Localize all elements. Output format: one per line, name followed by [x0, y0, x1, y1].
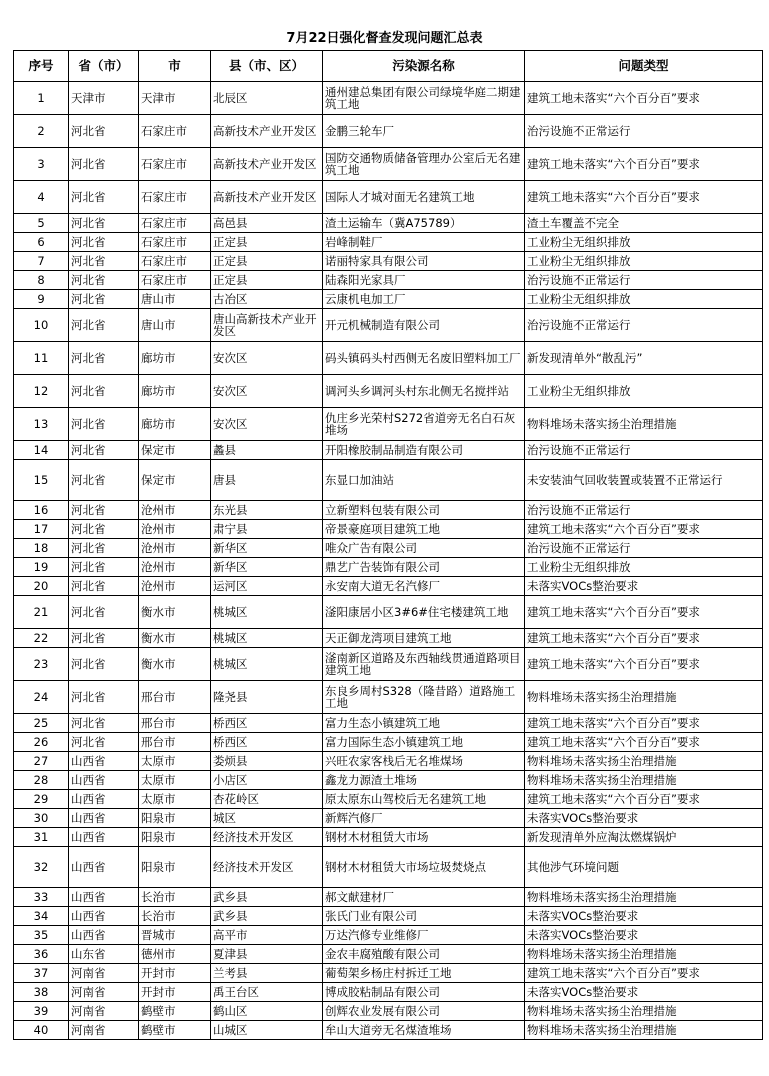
cell-issue: 建筑工地未落实“六个百分百”要求 [525, 964, 763, 983]
cell-province: 山西省 [69, 907, 139, 926]
cell-city: 阳泉市 [139, 828, 211, 847]
cell-issue: 物料堆场未落实扬尘治理措施 [525, 1021, 763, 1040]
cell-no: 34 [14, 907, 69, 926]
cell-province: 河北省 [69, 520, 139, 539]
cell-no: 11 [14, 342, 69, 375]
cell-no: 9 [14, 290, 69, 309]
cell-no: 30 [14, 809, 69, 828]
table-row [14, 290, 763, 309]
table-row [14, 82, 763, 115]
cell-city: 沧州市 [139, 501, 211, 520]
cell-county: 新华区 [211, 539, 323, 558]
table-row [14, 181, 763, 214]
cell-city: 邢台市 [139, 733, 211, 752]
cell-issue: 物料堆场未落实扬尘治理措施 [525, 771, 763, 790]
cell-city: 石家庄市 [139, 148, 211, 181]
cell-city: 石家庄市 [139, 233, 211, 252]
cell-province: 山西省 [69, 888, 139, 907]
table-row [14, 115, 763, 148]
cell-city: 廊坊市 [139, 375, 211, 408]
cell-source: 通州建总集团有限公司绿境华庭二期建筑工地 [323, 82, 525, 115]
cell-city: 沧州市 [139, 558, 211, 577]
cell-issue: 治污设施不正常运行 [525, 441, 763, 460]
cell-source: 博成胶粘制品有限公司 [323, 983, 525, 1002]
cell-issue: 新发现清单外应淘汰燃煤锅炉 [525, 828, 763, 847]
cell-county: 高新技术产业开发区 [211, 148, 323, 181]
cell-city: 沧州市 [139, 520, 211, 539]
cell-no: 24 [14, 681, 69, 714]
cell-city: 唐山市 [139, 290, 211, 309]
table-row [14, 460, 763, 501]
cell-issue: 工业粉尘无组织排放 [525, 290, 763, 309]
cell-no: 27 [14, 752, 69, 771]
cell-no: 14 [14, 441, 69, 460]
cell-no: 7 [14, 252, 69, 271]
table-row [14, 520, 763, 539]
cell-province: 河北省 [69, 342, 139, 375]
table-row [14, 271, 763, 290]
cell-city: 廊坊市 [139, 342, 211, 375]
cell-province: 山西省 [69, 847, 139, 888]
cell-no: 37 [14, 964, 69, 983]
cell-province: 山西省 [69, 828, 139, 847]
table-row [14, 1021, 763, 1040]
cell-issue: 治污设施不正常运行 [525, 501, 763, 520]
cell-issue: 建筑工地未落实“六个百分百”要求 [525, 520, 763, 539]
cell-province: 河北省 [69, 408, 139, 441]
table-header-row [14, 51, 763, 82]
cell-source: 张氏门业有限公司 [323, 907, 525, 926]
table-row [14, 926, 763, 945]
cell-no: 5 [14, 214, 69, 233]
cell-issue: 建筑工地未落实“六个百分百”要求 [525, 148, 763, 181]
cell-province: 天津市 [69, 82, 139, 115]
column-header-county: 县（市、区） [211, 51, 323, 82]
table-row [14, 847, 763, 888]
table-row [14, 733, 763, 752]
cell-city: 衡水市 [139, 648, 211, 681]
cell-source: 金农丰腐殖酸有限公司 [323, 945, 525, 964]
cell-issue: 建筑工地未落实“六个百分百”要求 [525, 790, 763, 809]
cell-county: 唐县 [211, 460, 323, 501]
cell-no: 3 [14, 148, 69, 181]
cell-city: 鹤壁市 [139, 1021, 211, 1040]
table-row [14, 1002, 763, 1021]
table-row [14, 501, 763, 520]
table-row [14, 148, 763, 181]
cell-city: 石家庄市 [139, 214, 211, 233]
cell-source: 滏阳康居小区3#6#住宅楼建筑工地 [323, 596, 525, 629]
cell-county: 运河区 [211, 577, 323, 596]
table-row [14, 828, 763, 847]
cell-source: 诺丽特家具有限公司 [323, 252, 525, 271]
cell-no: 10 [14, 309, 69, 342]
cell-no: 29 [14, 790, 69, 809]
cell-county: 东光县 [211, 501, 323, 520]
cell-source: 金鹏三轮车厂 [323, 115, 525, 148]
table-row [14, 342, 763, 375]
column-header-province: 省（市） [69, 51, 139, 82]
cell-no: 17 [14, 520, 69, 539]
cell-county: 桃城区 [211, 648, 323, 681]
cell-source: 唯众广告有限公司 [323, 539, 525, 558]
cell-county: 高邑县 [211, 214, 323, 233]
page-title: 7月22日强化督查发现问题汇总表 [286, 31, 483, 46]
cell-province: 河北省 [69, 648, 139, 681]
cell-issue: 新发现清单外“散乱污” [525, 342, 763, 375]
cell-source: 钢材木材租赁大市场垃圾焚烧点 [323, 847, 525, 888]
cell-county: 肃宁县 [211, 520, 323, 539]
cell-issue: 未安装油气回收装置或装置不正常运行 [525, 460, 763, 501]
table-row [14, 309, 763, 342]
cell-issue: 建筑工地未落实“六个百分百”要求 [525, 596, 763, 629]
table-body [14, 82, 763, 1040]
cell-issue: 渣土车覆盖不完全 [525, 214, 763, 233]
column-header-issue: 问题类型 [525, 51, 763, 82]
column-header-city: 市 [139, 51, 211, 82]
cell-county: 桃城区 [211, 596, 323, 629]
cell-province: 山西省 [69, 752, 139, 771]
cell-province: 河北省 [69, 181, 139, 214]
cell-county: 禹王台区 [211, 983, 323, 1002]
cell-city: 鹤壁市 [139, 1002, 211, 1021]
cell-no: 13 [14, 408, 69, 441]
cell-county: 武乡县 [211, 907, 323, 926]
cell-no: 32 [14, 847, 69, 888]
cell-county: 唐山高新技术产业开发区 [211, 309, 323, 342]
cell-province: 河北省 [69, 375, 139, 408]
cell-source: 岩峰制鞋厂 [323, 233, 525, 252]
cell-city: 保定市 [139, 460, 211, 501]
table-row [14, 408, 763, 441]
cell-county: 高新技术产业开发区 [211, 115, 323, 148]
table-row [14, 681, 763, 714]
cell-no: 35 [14, 926, 69, 945]
cell-county: 古冶区 [211, 290, 323, 309]
cell-province: 河南省 [69, 983, 139, 1002]
cell-no: 12 [14, 375, 69, 408]
cell-issue: 建筑工地未落实“六个百分百”要求 [525, 648, 763, 681]
cell-city: 沧州市 [139, 577, 211, 596]
issue-summary-table [13, 50, 763, 1040]
cell-no: 31 [14, 828, 69, 847]
cell-no: 1 [14, 82, 69, 115]
table-row [14, 539, 763, 558]
cell-source: 国防交通物质储备管理办公室后无名建筑工地 [323, 148, 525, 181]
cell-source: 永安南大道无名汽修厂 [323, 577, 525, 596]
cell-province: 山西省 [69, 809, 139, 828]
table-row [14, 907, 763, 926]
cell-no: 40 [14, 1021, 69, 1040]
cell-city: 衡水市 [139, 629, 211, 648]
cell-city: 石家庄市 [139, 252, 211, 271]
cell-source: 郝文献建材厂 [323, 888, 525, 907]
cell-issue: 建筑工地未落实“六个百分百”要求 [525, 733, 763, 752]
cell-issue: 未落实VOCs整治要求 [525, 926, 763, 945]
table-row [14, 214, 763, 233]
cell-no: 39 [14, 1002, 69, 1021]
cell-issue: 工业粉尘无组织排放 [525, 558, 763, 577]
cell-city: 邢台市 [139, 681, 211, 714]
cell-county: 蠡县 [211, 441, 323, 460]
cell-city: 沧州市 [139, 539, 211, 558]
cell-source: 新辉汽修厂 [323, 809, 525, 828]
cell-county: 经济技术开发区 [211, 828, 323, 847]
cell-city: 廊坊市 [139, 408, 211, 441]
cell-issue: 治污设施不正常运行 [525, 115, 763, 148]
cell-source: 码头镇码头村西侧无名废旧塑料加工厂 [323, 342, 525, 375]
table-row [14, 596, 763, 629]
table-row [14, 888, 763, 907]
cell-province: 河北省 [69, 290, 139, 309]
cell-city: 开封市 [139, 983, 211, 1002]
table-row [14, 945, 763, 964]
cell-county: 鹤山区 [211, 1002, 323, 1021]
cell-issue: 物料堆场未落实扬尘治理措施 [525, 681, 763, 714]
cell-province: 河北省 [69, 148, 139, 181]
cell-issue: 物料堆场未落实扬尘治理措施 [525, 752, 763, 771]
cell-province: 河南省 [69, 1002, 139, 1021]
cell-city: 长治市 [139, 888, 211, 907]
cell-issue: 物料堆场未落实扬尘治理措施 [525, 1002, 763, 1021]
cell-county: 高平市 [211, 926, 323, 945]
cell-source: 牟山大道旁无名煤渣堆场 [323, 1021, 525, 1040]
cell-no: 38 [14, 983, 69, 1002]
cell-province: 山西省 [69, 790, 139, 809]
table-row [14, 252, 763, 271]
cell-source: 钢材木材租赁大市场 [323, 828, 525, 847]
cell-source: 鑫龙力源渣土堆场 [323, 771, 525, 790]
cell-city: 石家庄市 [139, 181, 211, 214]
column-header-source: 污染源名称 [323, 51, 525, 82]
cell-source: 富力国际生态小镇建筑工地 [323, 733, 525, 752]
cell-issue: 建筑工地未落实“六个百分百”要求 [525, 181, 763, 214]
cell-province: 河北省 [69, 629, 139, 648]
cell-county: 安次区 [211, 342, 323, 375]
table-row [14, 577, 763, 596]
cell-no: 6 [14, 233, 69, 252]
cell-province: 河南省 [69, 1021, 139, 1040]
cell-no: 28 [14, 771, 69, 790]
cell-source: 开阳橡胶制品制造有限公司 [323, 441, 525, 460]
table-row [14, 964, 763, 983]
cell-county: 桃城区 [211, 629, 323, 648]
cell-issue: 建筑工地未落实“六个百分百”要求 [525, 714, 763, 733]
cell-issue: 未落实VOCs整治要求 [525, 907, 763, 926]
cell-issue: 未落实VOCs整治要求 [525, 983, 763, 1002]
cell-province: 河南省 [69, 964, 139, 983]
cell-province: 河北省 [69, 441, 139, 460]
table-row [14, 375, 763, 408]
cell-province: 河北省 [69, 681, 139, 714]
cell-city: 太原市 [139, 771, 211, 790]
cell-issue: 物料堆场未落实扬尘治理措施 [525, 408, 763, 441]
cell-source: 开元机械制造有限公司 [323, 309, 525, 342]
cell-issue: 工业粉尘无组织排放 [525, 233, 763, 252]
cell-province: 河北省 [69, 309, 139, 342]
cell-no: 2 [14, 115, 69, 148]
cell-issue: 未落实VOCs整治要求 [525, 809, 763, 828]
table-row [14, 629, 763, 648]
cell-source: 陆森阳光家具厂 [323, 271, 525, 290]
cell-province: 河北省 [69, 214, 139, 233]
cell-no: 22 [14, 629, 69, 648]
cell-city: 石家庄市 [139, 115, 211, 148]
cell-no: 33 [14, 888, 69, 907]
table-row [14, 648, 763, 681]
table-row [14, 441, 763, 460]
cell-source: 鼎艺广告装饰有限公司 [323, 558, 525, 577]
cell-province: 河北省 [69, 115, 139, 148]
cell-county: 正定县 [211, 233, 323, 252]
cell-province: 河北省 [69, 596, 139, 629]
cell-no: 15 [14, 460, 69, 501]
cell-province: 河北省 [69, 714, 139, 733]
cell-province: 河北省 [69, 252, 139, 271]
cell-no: 20 [14, 577, 69, 596]
cell-no: 18 [14, 539, 69, 558]
cell-no: 4 [14, 181, 69, 214]
cell-source: 滏南新区道路及东西轴线贯通道路项目建筑工地 [323, 648, 525, 681]
cell-county: 娄烦县 [211, 752, 323, 771]
cell-city: 太原市 [139, 790, 211, 809]
cell-issue: 物料堆场未落实扬尘治理措施 [525, 888, 763, 907]
cell-source: 创辉农业发展有限公司 [323, 1002, 525, 1021]
cell-issue: 未落实VOCs整治要求 [525, 577, 763, 596]
cell-no: 19 [14, 558, 69, 577]
cell-source: 仇庄乡光荣村S272省道旁无名白石灰堆场 [323, 408, 525, 441]
cell-county: 山城区 [211, 1021, 323, 1040]
cell-city: 唐山市 [139, 309, 211, 342]
cell-source: 兴旺农家客栈后无名堆煤场 [323, 752, 525, 771]
cell-issue: 治污设施不正常运行 [525, 271, 763, 290]
cell-no: 36 [14, 945, 69, 964]
cell-city: 石家庄市 [139, 271, 211, 290]
cell-source: 原太原东山驾校后无名建筑工地 [323, 790, 525, 809]
cell-source: 万达汽修专业维修厂 [323, 926, 525, 945]
cell-province: 河北省 [69, 271, 139, 290]
cell-province: 河北省 [69, 733, 139, 752]
table-row [14, 790, 763, 809]
cell-issue: 建筑工地未落实“六个百分百”要求 [525, 629, 763, 648]
cell-source: 葡萄架乡杨庄村拆迁工地 [323, 964, 525, 983]
cell-no: 8 [14, 271, 69, 290]
cell-county: 武乡县 [211, 888, 323, 907]
cell-city: 长治市 [139, 907, 211, 926]
cell-county: 小店区 [211, 771, 323, 790]
table-row [14, 714, 763, 733]
cell-county: 杏花岭区 [211, 790, 323, 809]
cell-city: 阳泉市 [139, 847, 211, 888]
cell-no: 21 [14, 596, 69, 629]
cell-county: 高新技术产业开发区 [211, 181, 323, 214]
table-row [14, 809, 763, 828]
cell-county: 桥西区 [211, 714, 323, 733]
cell-issue: 工业粉尘无组织排放 [525, 252, 763, 271]
cell-source: 东良乡周村S328（隆昔路）道路施工工地 [323, 681, 525, 714]
cell-no: 26 [14, 733, 69, 752]
table-row [14, 771, 763, 790]
cell-province: 河北省 [69, 577, 139, 596]
cell-county: 城区 [211, 809, 323, 828]
cell-county: 北辰区 [211, 82, 323, 115]
cell-city: 保定市 [139, 441, 211, 460]
cell-source: 东显口加油站 [323, 460, 525, 501]
cell-province: 河北省 [69, 460, 139, 501]
table-row [14, 983, 763, 1002]
cell-source: 渣土运输车（冀A75789） [323, 214, 525, 233]
cell-city: 德州市 [139, 945, 211, 964]
cell-issue: 建筑工地未落实“六个百分百”要求 [525, 82, 763, 115]
cell-no: 25 [14, 714, 69, 733]
cell-city: 天津市 [139, 82, 211, 115]
cell-city: 衡水市 [139, 596, 211, 629]
cell-province: 河北省 [69, 558, 139, 577]
cell-source: 富力生态小镇建筑工地 [323, 714, 525, 733]
cell-source: 国际人才城对面无名建筑工地 [323, 181, 525, 214]
cell-city: 晋城市 [139, 926, 211, 945]
cell-source: 天正御龙湾项目建筑工地 [323, 629, 525, 648]
cell-county: 兰考县 [211, 964, 323, 983]
cell-issue: 其他涉气环境问题 [525, 847, 763, 888]
cell-county: 夏津县 [211, 945, 323, 964]
cell-issue: 工业粉尘无组织排放 [525, 375, 763, 408]
cell-county: 安次区 [211, 375, 323, 408]
cell-source: 立新塑料包装有限公司 [323, 501, 525, 520]
cell-county: 桥西区 [211, 733, 323, 752]
cell-province: 山西省 [69, 771, 139, 790]
cell-source: 云康机电加工厂 [323, 290, 525, 309]
cell-county: 安次区 [211, 408, 323, 441]
table-row [14, 752, 763, 771]
cell-province: 河北省 [69, 539, 139, 558]
cell-city: 邢台市 [139, 714, 211, 733]
cell-issue: 治污设施不正常运行 [525, 309, 763, 342]
cell-province: 河北省 [69, 501, 139, 520]
cell-province: 山东省 [69, 945, 139, 964]
column-header-no: 序号 [14, 51, 69, 82]
table-row [14, 233, 763, 252]
table-row [14, 558, 763, 577]
cell-issue: 治污设施不正常运行 [525, 539, 763, 558]
cell-county: 新华区 [211, 558, 323, 577]
cell-city: 阳泉市 [139, 809, 211, 828]
cell-no: 23 [14, 648, 69, 681]
cell-source: 调河头乡调河头村东北侧无名搅拌站 [323, 375, 525, 408]
cell-city: 太原市 [139, 752, 211, 771]
cell-county: 隆尧县 [211, 681, 323, 714]
cell-issue: 物料堆场未落实扬尘治理措施 [525, 945, 763, 964]
cell-county: 经济技术开发区 [211, 847, 323, 888]
cell-source: 帝景豪庭项目建筑工地 [323, 520, 525, 539]
cell-no: 16 [14, 501, 69, 520]
cell-city: 开封市 [139, 964, 211, 983]
cell-province: 山西省 [69, 926, 139, 945]
cell-province: 河北省 [69, 233, 139, 252]
cell-county: 正定县 [211, 271, 323, 290]
cell-county: 正定县 [211, 252, 323, 271]
